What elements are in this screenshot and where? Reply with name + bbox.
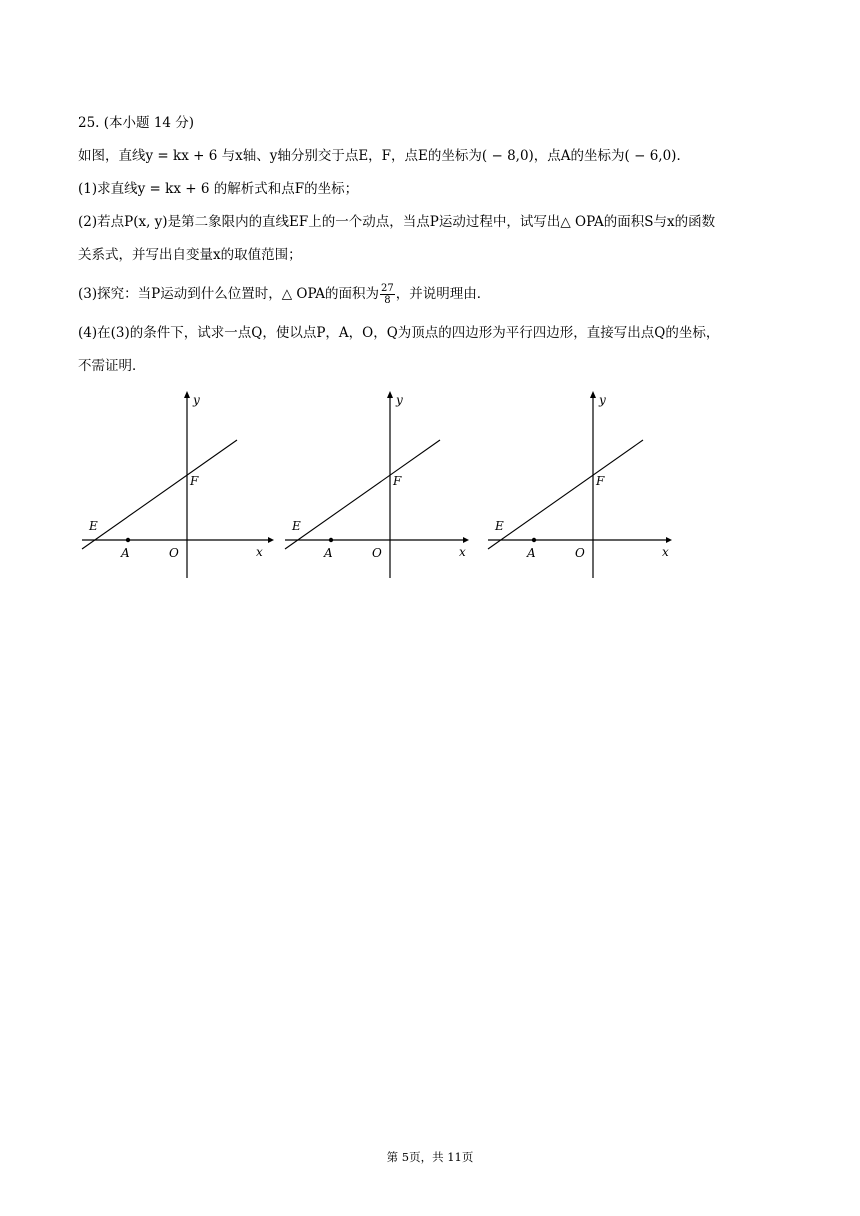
label-a: A <box>527 546 536 560</box>
y-axis-arrow <box>590 391 596 398</box>
line-ef <box>285 440 440 549</box>
figure-3-svg <box>486 388 686 588</box>
coordinate-figure-2 <box>283 388 483 588</box>
part-3-text-before: (3)探究：当P运动到什么位置时，△ OPA的面积为 <box>78 286 380 302</box>
point-a-dot <box>532 538 536 542</box>
label-o: O <box>169 546 179 560</box>
label-y: y <box>396 393 403 407</box>
point-a-dot <box>329 538 333 542</box>
page-footer: 第 5页，共 11页 <box>386 1150 474 1164</box>
label-e: E <box>89 519 98 533</box>
label-e: E <box>292 519 301 533</box>
label-y: y <box>193 393 200 407</box>
label-a: A <box>121 546 130 560</box>
x-axis-arrow <box>666 537 672 543</box>
part-3-text-after: ，并说明理由． <box>395 286 491 302</box>
label-f: F <box>393 474 402 488</box>
question-part-4-line-1: (4)在(3)的条件下，试求一点Q，使以点P，A，O，Q为顶点的四边形为平行四边形，直接写出点Q的坐标， <box>78 325 720 341</box>
question-part-4-line-2: 不需证明． <box>78 358 146 374</box>
label-e: E <box>495 519 504 533</box>
question-part-1: (1)求直线y = kx + 6 的解析式和点F的坐标； <box>78 181 359 197</box>
fraction-numerator: 27 <box>381 283 394 294</box>
line-ef <box>488 440 643 549</box>
label-x: x <box>459 545 466 559</box>
fraction-denominator: 8 <box>384 295 391 306</box>
figure-2-svg <box>283 388 483 588</box>
line-ef <box>82 440 237 549</box>
label-y: y <box>599 393 606 407</box>
x-axis-arrow <box>268 537 274 543</box>
label-f: F <box>190 474 199 488</box>
label-x: x <box>256 545 263 559</box>
question-part-2-line-2: 关系式，并写出自变量x的取值范围； <box>78 247 302 263</box>
question-part-2-line-1: (2)若点P(x, y)是第二象限内的直线EF上的一个动点，当点P运动过程中，试写出△ OPA的面积S与x的函数 <box>78 214 716 230</box>
label-o: O <box>372 546 382 560</box>
point-a-dot <box>126 538 130 542</box>
label-f: F <box>596 474 605 488</box>
x-axis-arrow <box>463 537 469 543</box>
label-x: x <box>662 545 669 559</box>
y-axis-arrow <box>184 391 190 398</box>
fraction <box>380 283 395 306</box>
label-o: O <box>575 546 585 560</box>
y-axis-arrow <box>387 391 393 398</box>
question-header: 25. (本小题 14 分) <box>78 115 195 131</box>
coordinate-figure-1 <box>80 388 280 588</box>
figure-1-svg <box>80 388 280 588</box>
coordinate-figure-3 <box>486 388 686 588</box>
question-stem: 如图，直线y = kx + 6 与x轴、y轴分别交于点E，F，点E的坐标为( − 8,0)，点A的坐标为( − 6,0)． <box>78 148 690 164</box>
question-part-3 <box>78 283 798 306</box>
label-a: A <box>324 546 333 560</box>
